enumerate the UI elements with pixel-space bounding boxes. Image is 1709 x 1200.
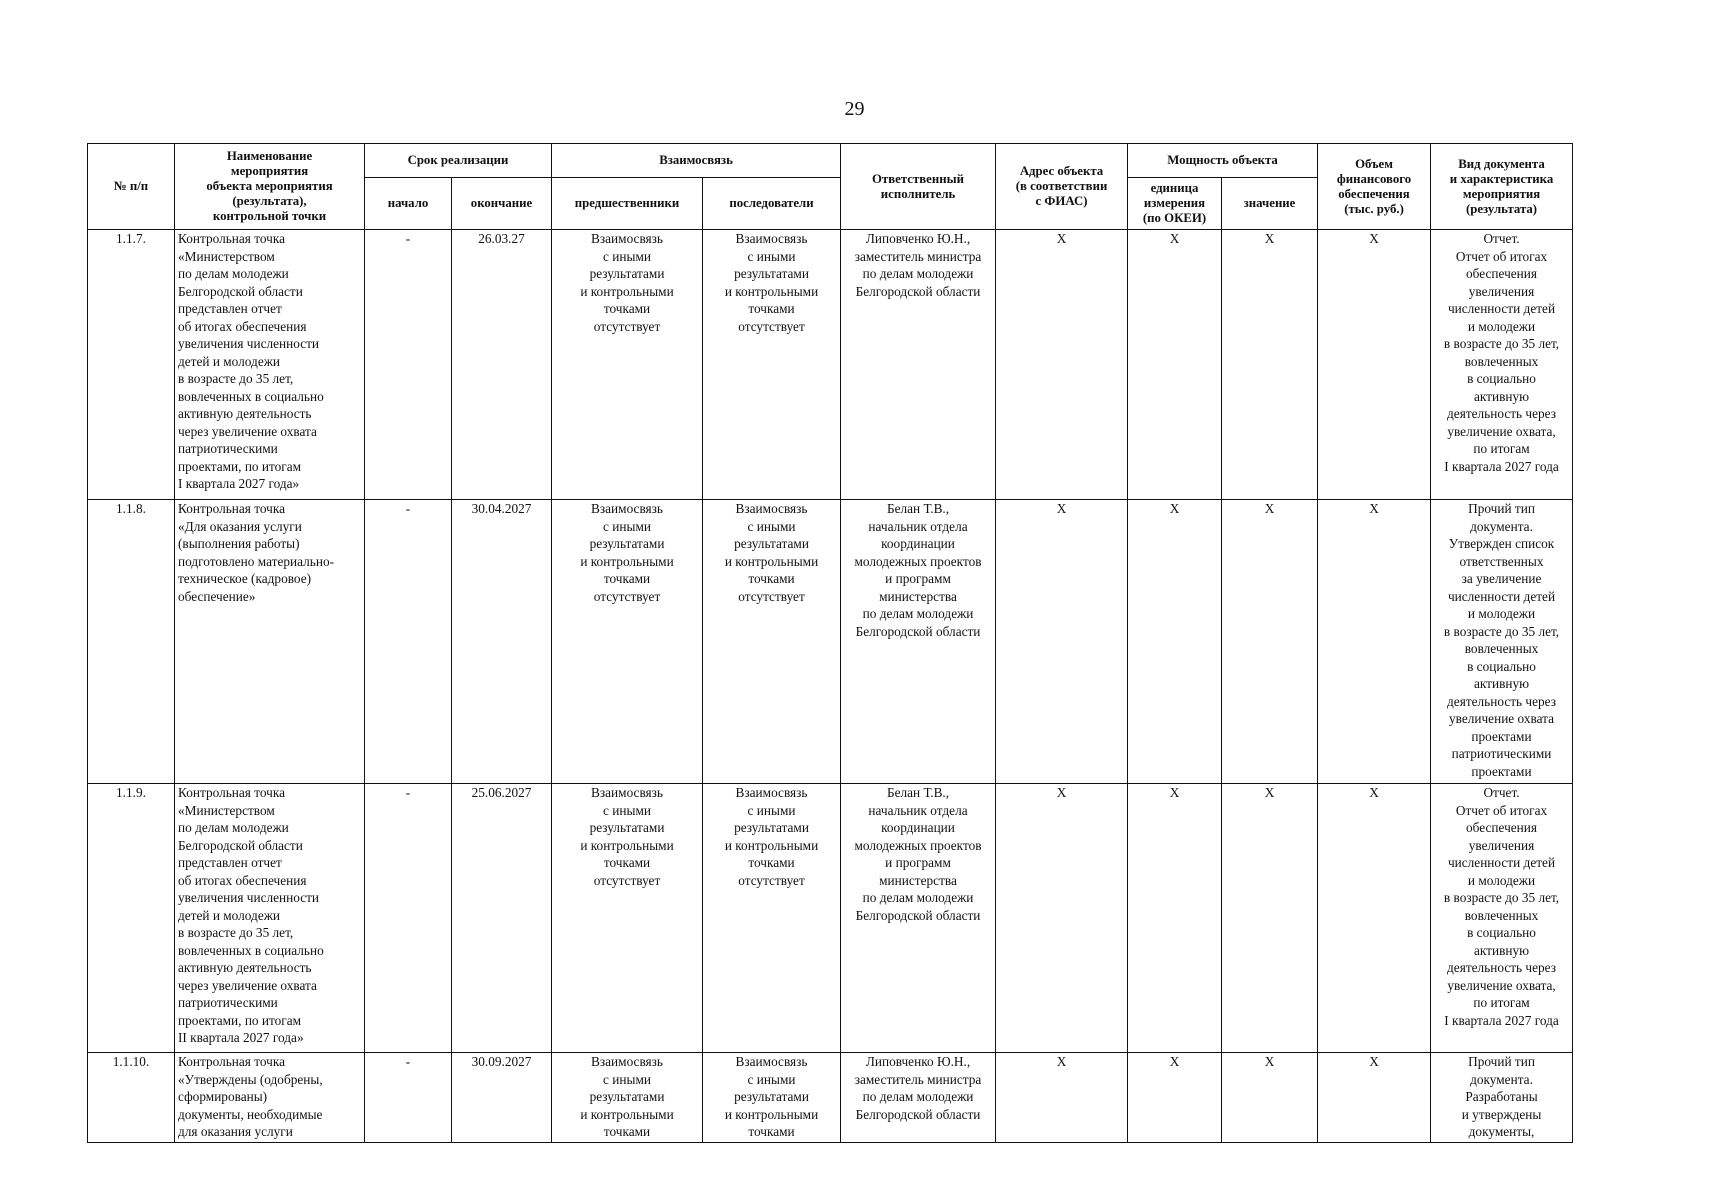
- header-capacity-value: значение: [1222, 178, 1318, 230]
- row-responsible: Липовченко Ю.Н., заместитель министра по делам молодежи Белгородской области: [841, 1053, 996, 1143]
- row-prev: Взаимосвязь с иными результатами и контрольными точками отсутствует: [552, 230, 703, 500]
- row-start: -: [365, 784, 452, 1053]
- header-term-end: окончание: [452, 178, 552, 230]
- header-link: Взаимосвязь: [552, 144, 841, 178]
- table-row: [88, 784, 1573, 1053]
- row-doc: Прочий тип документа. Утвержден список ответственных за увеличение численности детей и молодежи в возрасте до 35 лет, вовлеченных в социально активную деятельность через увеличение охвата проектами патриотическими проектами: [1431, 500, 1573, 784]
- row-prev: Взаимосвязь с иными результатами и контрольными точками: [552, 1053, 703, 1143]
- table-row: [88, 230, 1573, 500]
- table-row: [88, 1053, 1573, 1143]
- row-finance: X: [1318, 1053, 1431, 1143]
- row-unit: X: [1128, 784, 1222, 1053]
- header-term: Срок реализации: [365, 144, 552, 178]
- row-doc: Отчет. Отчет об итогах обеспечения увеличения численности детей и молодежи в возрасте до 35 лет, вовлеченных в социально активную деятельность через увеличение охвата, по итогам I квартала 2027 года: [1431, 784, 1573, 1053]
- header-capacity-unit: единица измерения (по ОКЕИ): [1128, 178, 1222, 230]
- row-end: 25.06.2027: [452, 784, 552, 1053]
- row-doc: Отчет. Отчет об итогах обеспечения увеличения численности детей и молодежи в возрасте до 35 лет, вовлеченных в социально активную деятельность через увеличение охвата, по итогам I квартала 2027 года: [1431, 230, 1573, 500]
- row-value: X: [1222, 230, 1318, 500]
- row-value: X: [1222, 784, 1318, 1053]
- row-unit: X: [1128, 1053, 1222, 1143]
- row-finance: X: [1318, 784, 1431, 1053]
- row-next: Взаимосвязь с иными результатами и контрольными точками отсутствует: [703, 230, 841, 500]
- row-name: Контрольная точка «Утверждены (одобрены, сформированы) документы, необходимые для оказания услуги: [175, 1053, 365, 1143]
- row-responsible: Белан Т.В., начальник отдела координации молодежных проектов и программ министерства по делам молодежи Белгородской области: [841, 500, 996, 784]
- header-finance: Объем финансового обеспечения (тыс. руб.): [1318, 144, 1431, 230]
- row-responsible: Белан Т.В., начальник отдела координации молодежных проектов и программ министерства по делам молодежи Белгородской области: [841, 784, 996, 1053]
- header-term-start: начало: [365, 178, 452, 230]
- row-doc: Прочий тип документа. Разработаны и утверждены документы,: [1431, 1053, 1573, 1143]
- header-name: Наименование мероприятия объекта мероприятия (результата), контрольной точки: [175, 144, 365, 230]
- row-finance: X: [1318, 500, 1431, 784]
- header-responsible: Ответственный исполнитель: [841, 144, 996, 230]
- row-num: 1.1.8.: [88, 500, 175, 784]
- row-prev: Взаимосвязь с иными результатами и контрольными точками отсутствует: [552, 784, 703, 1053]
- header-doc: Вид документа и характеристика мероприятия (результата): [1431, 144, 1573, 230]
- row-address: X: [996, 784, 1128, 1053]
- header-link-next: последователи: [703, 178, 841, 230]
- row-next: Взаимосвязь с иными результатами и контрольными точками отсутствует: [703, 500, 841, 784]
- row-unit: X: [1128, 230, 1222, 500]
- row-unit: X: [1128, 500, 1222, 784]
- row-num: 1.1.7.: [88, 230, 175, 500]
- row-name: Контрольная точка «Министерством по делам молодежи Белгородской области представлен отчет об итогах обеспечения увеличения численности детей и молодежи в возрасте до 35 лет, вовлеченных в социально активную деятельность через увеличение охвата патриотическими проектами, по итогам II квартала 2027 года»: [175, 784, 365, 1053]
- row-responsible: Липовченко Ю.Н., заместитель министра по делам молодежи Белгородской области: [841, 230, 996, 500]
- row-num: 1.1.9.: [88, 784, 175, 1053]
- row-name: Контрольная точка «Для оказания услуги (выполнения работы) подготовлено материально- техническое (кадровое) обеспечение»: [175, 500, 365, 784]
- header-capacity: Мощность объекта: [1128, 144, 1318, 178]
- row-prev: Взаимосвязь с иными результатами и контрольными точками отсутствует: [552, 500, 703, 784]
- row-start: -: [365, 230, 452, 500]
- row-start: -: [365, 1053, 452, 1143]
- table-row: [88, 500, 1573, 784]
- row-name: Контрольная точка «Министерством по делам молодежи Белгородской области представлен отчет об итогах обеспечения увеличения численности детей и молодежи в возрасте до 35 лет, вовлеченных в социально активную деятельность через увеличение охвата патриотическими проектами, по итогам I квартала 2027 года»: [175, 230, 365, 500]
- row-next: Взаимосвязь с иными результатами и контрольными точками отсутствует: [703, 784, 841, 1053]
- row-end: 30.04.2027: [452, 500, 552, 784]
- row-value: X: [1222, 500, 1318, 784]
- row-end: 30.09.2027: [452, 1053, 552, 1143]
- row-address: X: [996, 230, 1128, 500]
- row-start: -: [365, 500, 452, 784]
- row-address: X: [996, 1053, 1128, 1143]
- row-num: 1.1.10.: [88, 1053, 175, 1143]
- row-address: X: [996, 500, 1128, 784]
- row-end: 26.03.27: [452, 230, 552, 500]
- header-link-prev: предшественники: [552, 178, 703, 230]
- row-finance: X: [1318, 230, 1431, 500]
- plan-table: [87, 143, 1573, 1143]
- header-address: Адрес объекта (в соответствии с ФИАС): [996, 144, 1128, 230]
- header-num: № п/п: [88, 144, 175, 230]
- row-next: Взаимосвязь с иными результатами и контрольными точками: [703, 1053, 841, 1143]
- row-value: X: [1222, 1053, 1318, 1143]
- page-number: 29: [844, 98, 865, 120]
